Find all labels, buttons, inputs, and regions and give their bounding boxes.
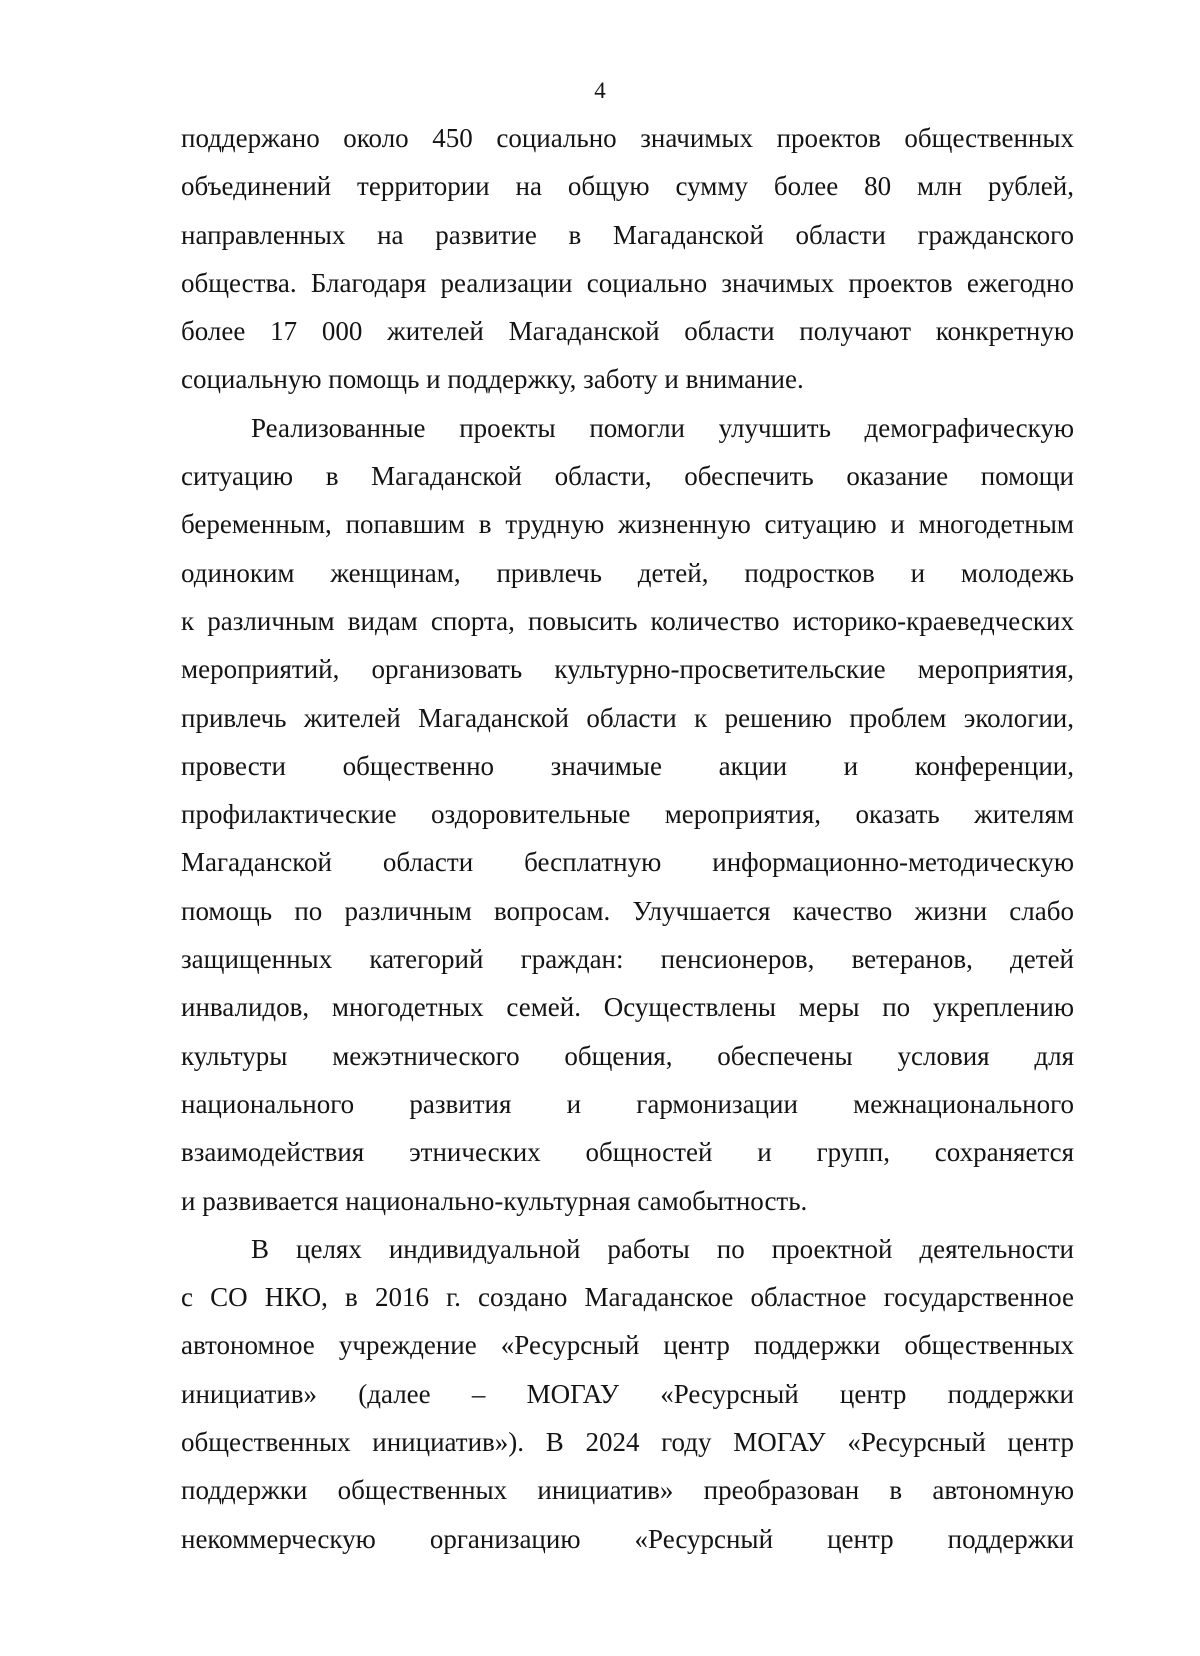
text-line: с СО НКО, в 2016 г. создано Магаданское областное государственное	[181, 1282, 1074, 1313]
text-line: направленных на развитие в Магаданской области гражданского	[181, 219, 1074, 250]
text-line: более 17 000 жителей Магаданской области получают конкретную	[181, 316, 1074, 347]
text-line: поддержки общественных инициатив» преобразован в автономную	[181, 1475, 1074, 1506]
document-body	[181, 114, 1074, 1563]
text-line: социальную помощь и поддержку, заботу и внимание.	[181, 364, 804, 395]
text-line: объединений территории на общую сумму более 80 млн рублей,	[181, 171, 1074, 202]
text-line: автономное учреждение «Ресурсный центр поддержки общественных	[181, 1330, 1074, 1361]
text-line: мероприятий, организовать культурно-просветительские мероприятия,	[181, 654, 1074, 685]
text-line: инициатив» (далее – МОГАУ «Ресурсный центр поддержки	[181, 1378, 1074, 1409]
text-line: общества. Благодаря реализации социально значимых проектов ежегодно	[181, 267, 1074, 298]
text-line: В целях индивидуальной работы по проектной деятельности	[251, 1233, 1074, 1264]
text-line: беременным, попавшим в трудную жизненную ситуацию и многодетным	[181, 509, 1074, 540]
text-line: Магаданской области бесплатную информационно-методическую	[181, 847, 1074, 878]
text-line: общественных инициатив»). В 2024 году МОГАУ «Ресурсный центр	[181, 1427, 1074, 1458]
page-number: 4	[594, 78, 606, 103]
text-line: поддержано около 450 социально значимых проектов общественных	[181, 123, 1074, 153]
text-line: провести общественно значимые акции и конференции,	[181, 750, 1074, 781]
text-line: инвалидов, многодетных семей. Осуществлены меры по укреплению	[181, 992, 1074, 1023]
paragraph-1	[181, 114, 1074, 404]
text-line: некоммерческую организацию «Ресурсный центр поддержки	[181, 1523, 1074, 1554]
text-line: помощь по различным вопросам. Улучшается качество жизни слабо	[181, 895, 1074, 926]
text-line: культуры межэтнического общения, обеспечены условия для	[181, 1040, 1074, 1071]
text-line: и развивается национально-культурная самобытность.	[181, 1185, 808, 1216]
text-line: ситуацию в Магаданской области, обеспечить оказание помощи	[181, 461, 1074, 492]
text-line: национального развития и гармонизации межнационального	[181, 1088, 1074, 1119]
text-line: Реализованные проекты помогли улучшить демографическую	[251, 412, 1074, 443]
paragraph-3	[181, 1225, 1074, 1563]
text-line: взаимодействия этнических общностей и групп, сохраняется	[181, 1137, 1074, 1168]
text-line: профилактические оздоровительные мероприятия, оказать жителям	[181, 799, 1074, 830]
text-line: защищенных категорий граждан: пенсионеров, ветеранов, детей	[181, 944, 1074, 975]
paragraph-2	[181, 404, 1074, 1225]
text-line: привлечь жителей Магаданской области к решению проблем экологии,	[181, 702, 1074, 733]
text-line: к различным видам спорта, повысить количество историко-краеведческих	[181, 605, 1074, 636]
text-line: одиноким женщинам, привлечь детей, подростков и молодежь	[181, 557, 1074, 588]
